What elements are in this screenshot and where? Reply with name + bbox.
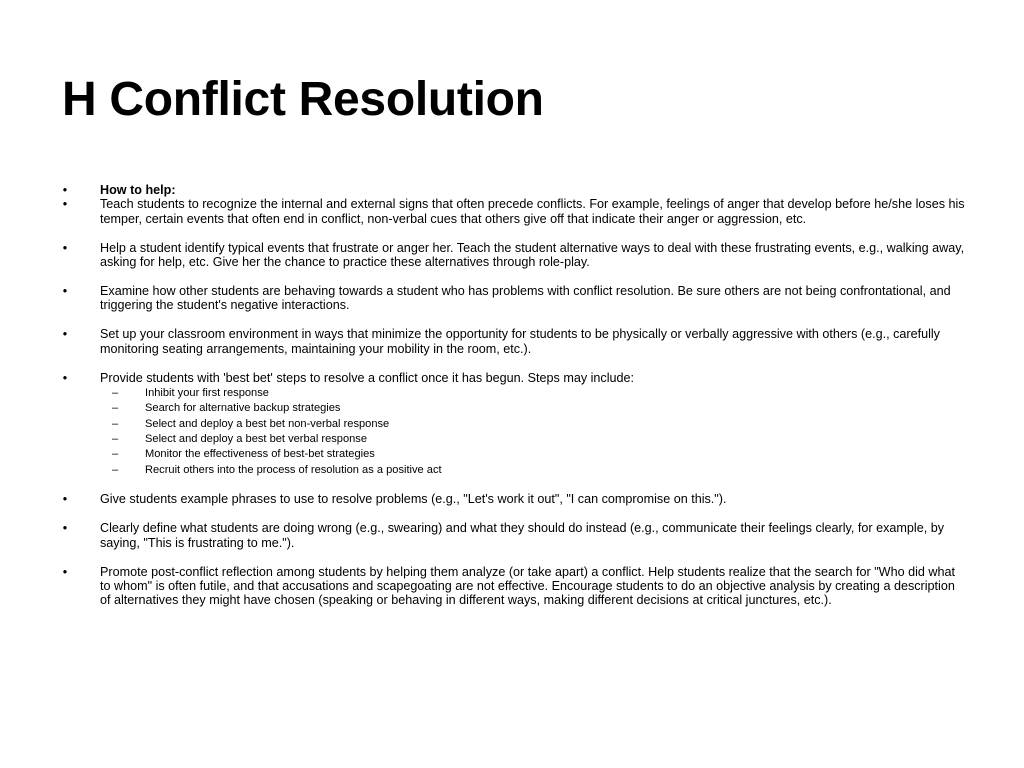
bullet-best-bet-steps (62, 371, 967, 478)
step-item (100, 386, 967, 401)
bullet-text: Promote post-conflict reflection among students by helping them analyze (or take apart) a conflict. Help students realize that the search for "Who did what to whom" is often futile, and that accusations and scapegoating are not effective. Encourage students to do an objective analysis by creating a description of alternatives they might have chosen (speaking or behaving in different ways, making different decisions at critical junctures, etc.). (100, 564, 955, 608)
bullet-examine-others (62, 284, 967, 313)
bullet-classroom-environment (62, 327, 967, 356)
bullet-marker: • (62, 240, 68, 255)
steps-list (100, 386, 967, 478)
step-text: Select and deploy a best bet non-verbal response (145, 417, 390, 430)
dash-marker: – (112, 402, 119, 415)
dash-marker: – (112, 432, 119, 445)
bullet-text: Teach students to recognize the internal and external signs that often precede conflicts. For example, feelings of anger that develop before he/she loses his temper, certain events that often end in conflict, non-verbal cues that others give off that indicate their anger or aggression, etc. (100, 197, 965, 226)
step-item (100, 432, 967, 447)
dash-marker: – (112, 448, 119, 461)
step-item (100, 463, 967, 478)
bullet-marker: • (62, 327, 68, 342)
step-item (100, 401, 967, 416)
bullet-marker: • (62, 564, 68, 579)
step-text: Monitor the effectiveness of best-bet strategies (145, 448, 375, 461)
dash-marker: – (112, 463, 119, 476)
step-item (100, 417, 967, 432)
bullet-how-to-help (62, 183, 967, 197)
step-text: Inhibit your first response (145, 387, 269, 400)
step-item (100, 447, 967, 462)
bullet-define-wrong (62, 521, 967, 550)
bullet-text: Examine how other students are behaving towards a student who has problems with conflict resolution. Be sure others are not being confrontational, and triggering the student's negative interactions. (100, 284, 951, 313)
dash-marker: – (112, 387, 119, 400)
step-text: Recruit others into the process of resolution as a positive act (145, 463, 442, 476)
bullet-marker: • (62, 183, 68, 197)
bullet-marker: • (62, 370, 68, 385)
bullet-text: Clearly define what students are doing wrong (e.g., swearing) and what they should do instead (e.g., communicate their feelings clearly, for example, by saying, "This is frustrating to me."). (100, 521, 944, 550)
bullet-marker: • (62, 492, 68, 507)
bullet-text: Set up your classroom environment in ways that minimize the opportunity for students to be physically or verbally aggressive with others (e.g., carefully monitoring seating arrangements, maintaining your mobility in the room, etc.). (100, 327, 940, 356)
bullet-identify-events (62, 241, 967, 270)
bullet-text: Give students example phrases to use to resolve problems (e.g., "Let's work it out", "I can compromise on this."). (100, 492, 727, 507)
bullet-example-phrases (62, 492, 967, 506)
bullet-marker: • (62, 521, 68, 536)
bullet-text: How to help: (100, 183, 176, 197)
step-text: Select and deploy a best bet verbal response (145, 432, 368, 445)
bullet-text: Provide students with 'best bet' steps to resolve a conflict once it has begun. Steps may include: (100, 370, 635, 385)
bullet-marker: • (62, 197, 68, 212)
bullet-text: Help a student identify typical events that frustrate or anger her. Teach the student alternative ways to deal with these frustrating events, e.g., walking away, asking for help, etc. Give her the chance to practice these alternatives through role-play. (100, 240, 965, 270)
bullet-recognize-signs (62, 197, 967, 226)
bullet-marker: • (62, 284, 68, 299)
slide-title: H Conflict Resolution (62, 73, 544, 126)
dash-marker: – (112, 417, 119, 430)
step-text: Search for alternative backup strategies (145, 402, 341, 415)
bullet-post-conflict-reflection (62, 565, 967, 608)
bullet-list (62, 183, 967, 608)
